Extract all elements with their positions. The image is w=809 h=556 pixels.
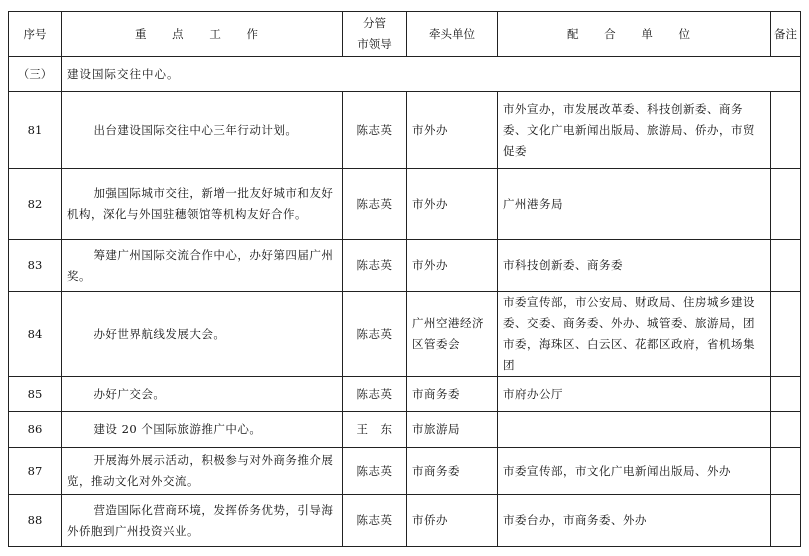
row-lead-unit: 市商务委: [407, 377, 498, 412]
row-coop-units: 广州港务局: [498, 169, 771, 240]
row-coop-units: 市委宣传部，市公安局、财政局、住房城乡建设委、交委、商务委、外办、城管委、旅游局，团市委，海珠区、白云区、花都区政府，省机场集团: [498, 292, 771, 377]
header-work: 重 点 工 作: [62, 12, 343, 57]
row-number: 88: [9, 495, 62, 547]
row-lead-unit: 市外办: [407, 240, 498, 292]
row-lead-unit: 市商务委: [407, 448, 498, 495]
table-row: [9, 240, 801, 292]
row-task: 筹建广州国际交流合作中心，办好第四届广州奖。: [62, 240, 343, 292]
table-row: [9, 495, 801, 547]
row-number: 84: [9, 292, 62, 377]
section-title: 建设国际交往中心。: [62, 57, 801, 92]
row-leader: 陈志英: [343, 448, 407, 495]
row-leader: 陈志英: [343, 292, 407, 377]
section-number: （三）: [9, 57, 62, 92]
row-remark: [771, 448, 801, 495]
row-number: 86: [9, 412, 62, 448]
row-number: 83: [9, 240, 62, 292]
row-coop-units: 市委台办，市商务委、外办: [498, 495, 771, 547]
row-number: 81: [9, 92, 62, 169]
row-number: 85: [9, 377, 62, 412]
header-leader: [343, 12, 407, 57]
header-leader-line1: 分管: [363, 16, 386, 30]
row-task: 建设 20 个国际旅游推广中心。: [62, 412, 343, 448]
row-leader: 陈志英: [343, 169, 407, 240]
table-row: [9, 169, 801, 240]
row-lead-unit: 市旅游局: [407, 412, 498, 448]
row-coop-units: 市外宣办，市发展改革委、科技创新委、商务委、文化广电新闻出版局、旅游局、侨办，市贸促委: [498, 92, 771, 169]
table-row: [9, 92, 801, 169]
row-lead-unit: 市外办: [407, 169, 498, 240]
row-remark: [771, 495, 801, 547]
row-coop-units: 市委宣传部，市文化广电新闻出版局、外办: [498, 448, 771, 495]
row-leader: 陈志英: [343, 240, 407, 292]
row-remark: [771, 377, 801, 412]
row-task: 出台建设国际交往中心三年行动计划。: [62, 92, 343, 169]
row-remark: [771, 240, 801, 292]
header-leader-line2: 市领导: [357, 37, 392, 51]
row-task: 开展海外展示活动，积极参与对外商务推介展览，推动文化对外交流。: [62, 448, 343, 495]
row-remark: [771, 169, 801, 240]
row-lead-unit: 广州空港经济区管委会: [407, 292, 498, 377]
row-coop-units: 市科技创新委、商务委: [498, 240, 771, 292]
row-task: 加强国际城市交往，新增一批友好城市和友好机构，深化与外国驻穗领馆等机构友好合作。: [62, 169, 343, 240]
row-leader: 王 东: [343, 412, 407, 448]
table-row: [9, 412, 801, 448]
row-task: 营造国际化营商环境，发挥侨务优势，引导海外侨胞到广州投资兴业。: [62, 495, 343, 547]
row-task: 办好世界航线发展大会。: [62, 292, 343, 377]
row-remark: [771, 412, 801, 448]
header-remark: 备注: [771, 12, 801, 57]
work-plan-table: [8, 11, 801, 547]
row-task: 办好广交会。: [62, 377, 343, 412]
row-coop-units: 市府办公厅: [498, 377, 771, 412]
header-lead-unit: 牵头单位: [407, 12, 498, 57]
header-row: [9, 12, 801, 57]
row-remark: [771, 92, 801, 169]
row-leader: 陈志英: [343, 495, 407, 547]
row-number: 82: [9, 169, 62, 240]
row-leader: 陈志英: [343, 92, 407, 169]
row-number: 87: [9, 448, 62, 495]
row-lead-unit: 市外办: [407, 92, 498, 169]
table-row: [9, 292, 801, 377]
row-leader: 陈志英: [343, 377, 407, 412]
table-row: [9, 377, 801, 412]
row-lead-unit: 市侨办: [407, 495, 498, 547]
header-coop-unit: 配 合 单 位: [498, 12, 771, 57]
header-seq: 序号: [9, 12, 62, 57]
section-row: [9, 57, 801, 92]
row-remark: [771, 292, 801, 377]
row-coop-units: [498, 412, 771, 448]
table-row: [9, 448, 801, 495]
